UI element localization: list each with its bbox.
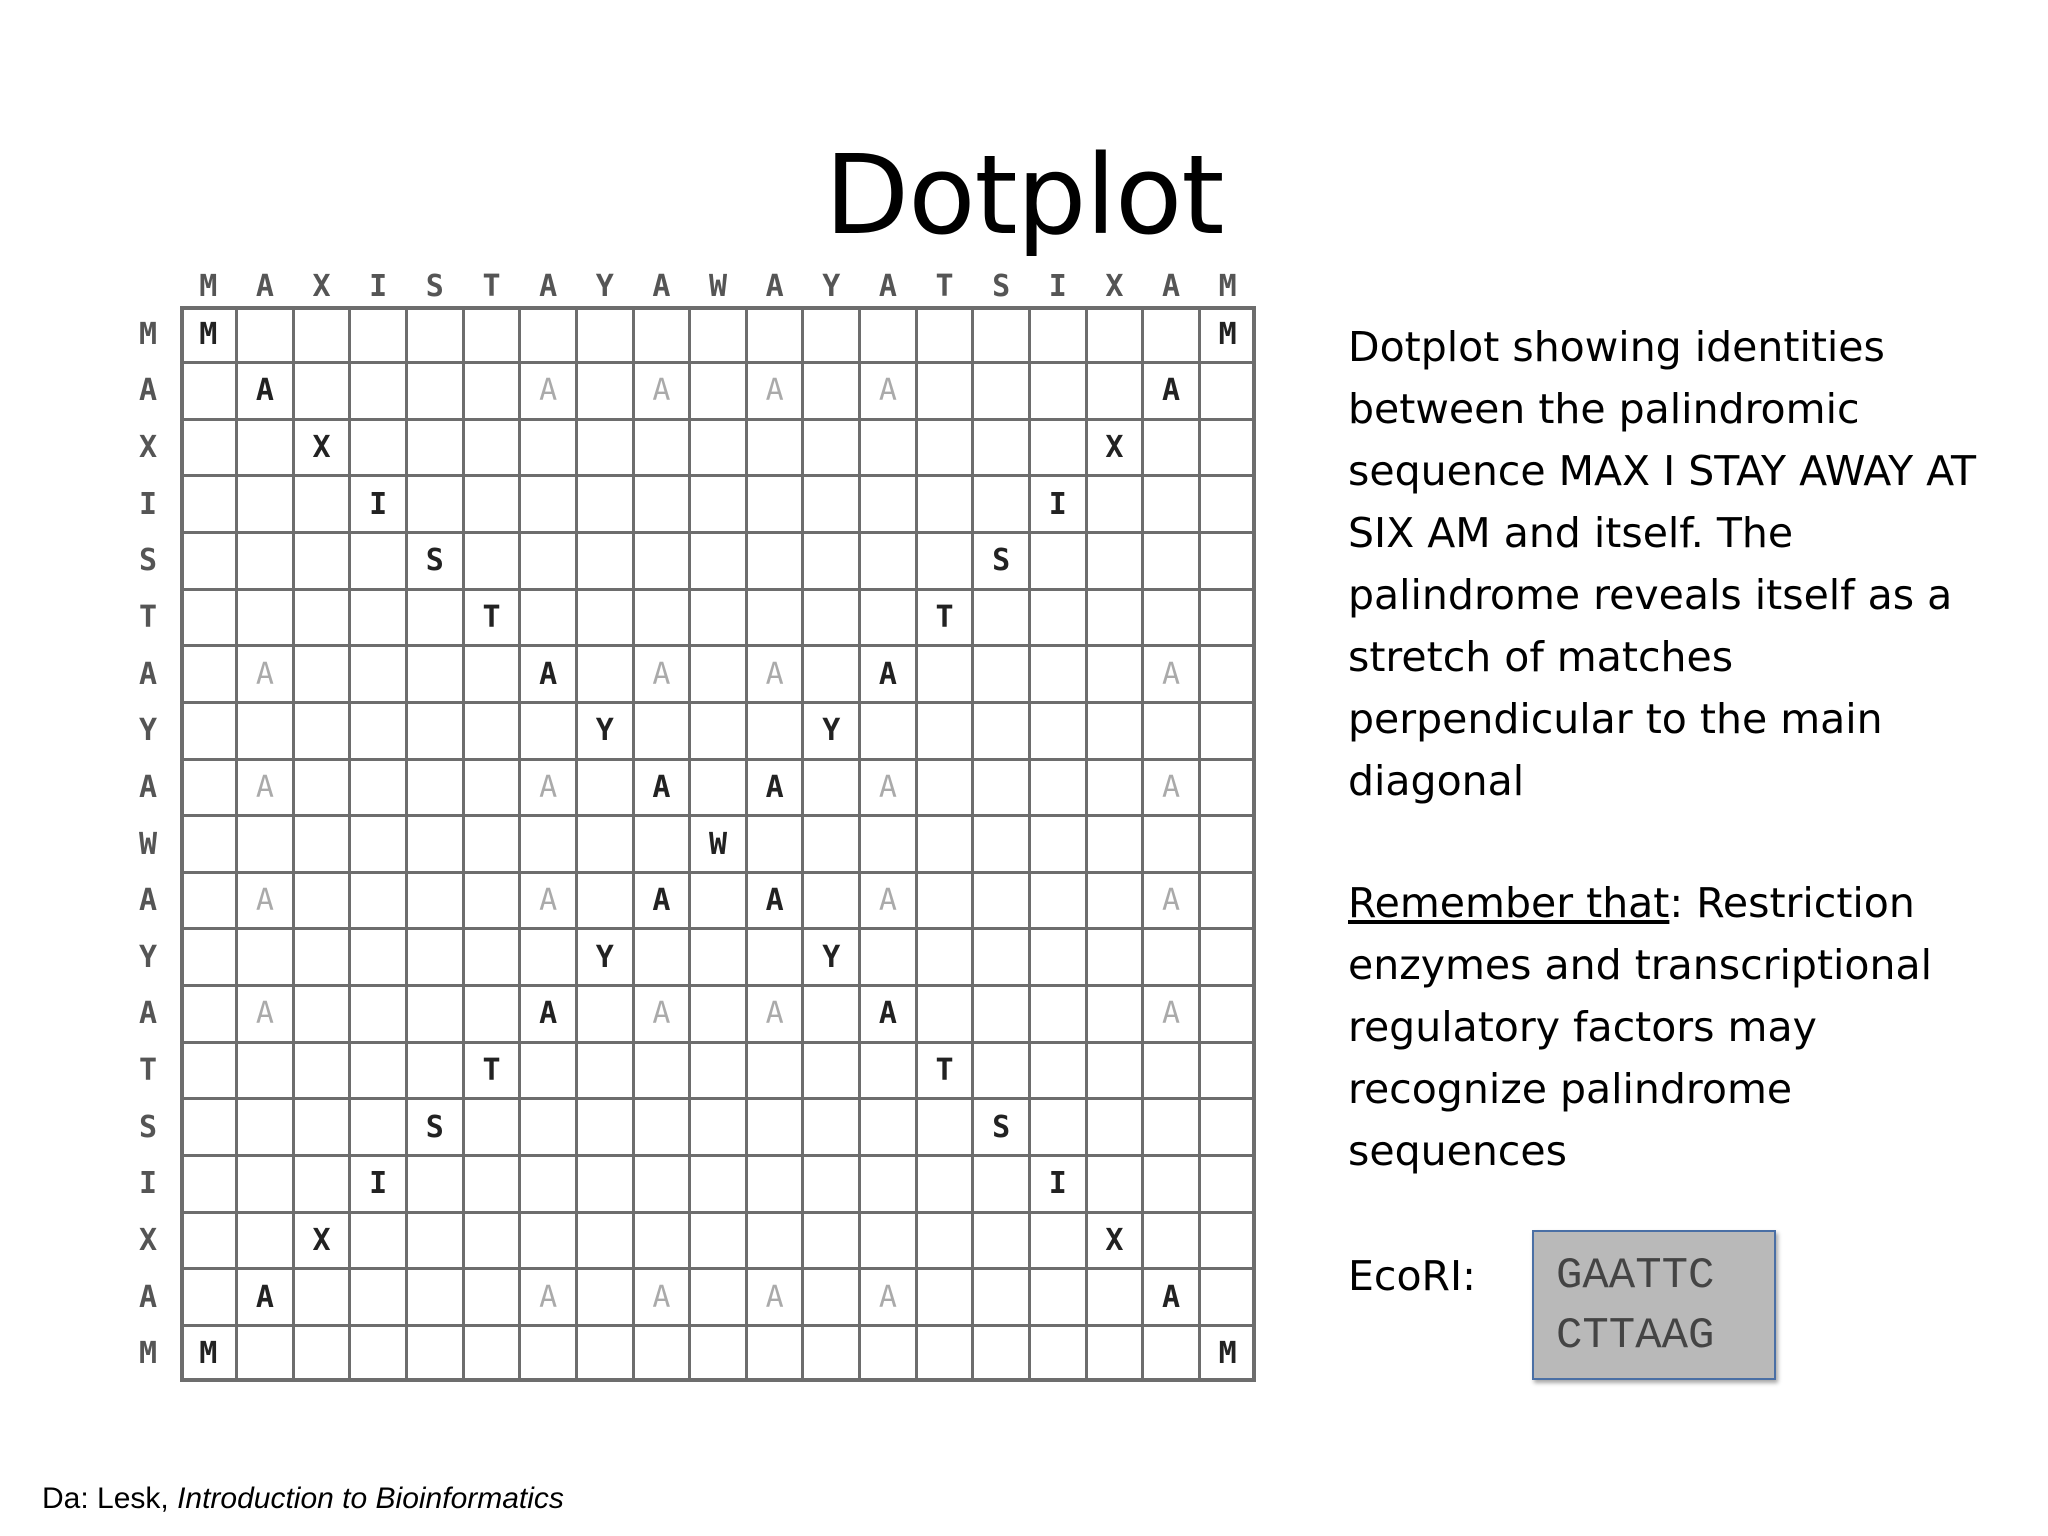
source-citation bbox=[42, 1482, 564, 1516]
grid-line bbox=[1198, 310, 1201, 1378]
match-cell: A bbox=[765, 996, 784, 1032]
match-cell-diagonal: X bbox=[1105, 430, 1124, 466]
match-cell: A bbox=[652, 373, 671, 409]
row-header: S bbox=[138, 1109, 158, 1145]
match-cell: A bbox=[765, 1279, 784, 1315]
grid-line bbox=[184, 701, 1252, 704]
column-header: T bbox=[935, 268, 954, 304]
match-cell: A bbox=[255, 769, 274, 805]
row-header: Y bbox=[138, 713, 158, 749]
column-header: W bbox=[708, 268, 728, 304]
match-cell: A bbox=[1162, 769, 1181, 805]
grid-line bbox=[971, 310, 974, 1378]
row-header: M bbox=[138, 316, 158, 352]
row-header: W bbox=[138, 826, 158, 862]
match-cell: A bbox=[652, 1279, 671, 1315]
column-header: M bbox=[199, 268, 218, 304]
row-header: Y bbox=[138, 939, 158, 975]
row-header: A bbox=[138, 883, 158, 919]
column-header: A bbox=[765, 268, 784, 304]
ecori-line-2: CTTAAG bbox=[1556, 1311, 1715, 1361]
grid-line bbox=[801, 310, 804, 1378]
match-cell-diagonal: A bbox=[652, 769, 671, 805]
grid-line bbox=[462, 310, 465, 1378]
column-header: A bbox=[255, 268, 274, 304]
slide-title: Dotplot bbox=[824, 131, 1224, 259]
description-text: Dotplot showing identities between the palindromic sequence MAX I STAY AWAY AT SIX AM and itself. The palindrome reveals itself as a stretch of matches perpendicular to the main diagonal bbox=[1348, 323, 1977, 805]
grid-line bbox=[184, 644, 1252, 647]
row-header: S bbox=[138, 543, 158, 579]
match-cell: A bbox=[539, 1279, 558, 1315]
column-header: S bbox=[992, 268, 1011, 304]
match-cell: A bbox=[878, 883, 897, 919]
grid-line bbox=[235, 310, 238, 1378]
match-cell: A bbox=[255, 656, 274, 692]
row-header: A bbox=[138, 656, 158, 692]
match-cell: A bbox=[652, 656, 671, 692]
column-header: X bbox=[1105, 268, 1124, 304]
grid-line bbox=[575, 310, 578, 1378]
row-header: A bbox=[138, 1279, 158, 1315]
match-cell-diagonal: A bbox=[765, 769, 784, 805]
match-cell: A bbox=[1162, 996, 1181, 1032]
grid-line bbox=[858, 310, 861, 1378]
row-header: I bbox=[138, 486, 158, 522]
column-header: A bbox=[652, 268, 671, 304]
grid-line bbox=[184, 1324, 1252, 1327]
match-cell-diagonal: Y bbox=[822, 713, 841, 749]
match-cell-diagonal: A bbox=[539, 656, 558, 692]
match-cell-diagonal: Y bbox=[822, 939, 841, 975]
row-header: A bbox=[138, 769, 158, 805]
match-cell: A bbox=[539, 769, 558, 805]
match-cell-diagonal: M bbox=[1218, 1336, 1237, 1372]
grid-line bbox=[1028, 310, 1031, 1378]
remember-text: : Restriction enzymes and transcriptional regulatory factors may recognize palindrome sequences bbox=[1348, 879, 1932, 1175]
column-header: Y bbox=[595, 268, 614, 304]
grid-line bbox=[184, 758, 1252, 761]
match-cell-diagonal: I bbox=[369, 486, 388, 522]
column-header: M bbox=[1218, 268, 1237, 304]
match-cell-diagonal: X bbox=[1105, 1222, 1124, 1258]
ecori-sequence-box bbox=[1532, 1230, 1776, 1380]
match-cell: A bbox=[878, 769, 897, 805]
row-header: X bbox=[138, 1222, 158, 1258]
match-cell: A bbox=[878, 1279, 897, 1315]
match-cell: A bbox=[255, 996, 274, 1032]
match-cell-diagonal: X bbox=[312, 1222, 331, 1258]
remember-note bbox=[1348, 872, 2008, 1182]
match-cell-diagonal: A bbox=[1162, 373, 1181, 409]
match-cell: A bbox=[1162, 656, 1181, 692]
match-cell-diagonal: I bbox=[1048, 1166, 1067, 1202]
grid-line bbox=[405, 310, 408, 1378]
source-title: Introduction to Bioinformatics bbox=[177, 1482, 564, 1515]
match-cell-diagonal: I bbox=[369, 1166, 388, 1202]
match-cell-diagonal: S bbox=[992, 543, 1011, 579]
match-cell-diagonal: M bbox=[1218, 316, 1237, 352]
match-cell-diagonal: A bbox=[539, 996, 558, 1032]
column-header: I bbox=[1048, 268, 1067, 304]
grid-line bbox=[184, 588, 1252, 591]
match-cell-diagonal: A bbox=[1162, 1279, 1181, 1315]
match-cell-diagonal: S bbox=[992, 1109, 1011, 1145]
match-cell-diagonal: W bbox=[708, 826, 728, 862]
column-header: X bbox=[312, 268, 331, 304]
column-header: A bbox=[539, 268, 558, 304]
match-cell-diagonal: X bbox=[312, 430, 331, 466]
match-cell-diagonal: A bbox=[765, 883, 784, 919]
column-header: S bbox=[425, 268, 444, 304]
row-header: X bbox=[138, 430, 158, 466]
match-cell-diagonal: A bbox=[652, 883, 671, 919]
ecori-label: EcoRI: bbox=[1348, 1252, 1476, 1300]
column-header: A bbox=[878, 268, 897, 304]
row-header: T bbox=[138, 599, 158, 635]
match-cell-diagonal: S bbox=[425, 543, 444, 579]
match-cell-diagonal: T bbox=[482, 599, 501, 635]
match-cell: A bbox=[539, 883, 558, 919]
grid-line bbox=[915, 310, 918, 1378]
column-header: T bbox=[482, 268, 501, 304]
ecori-line-1: GAATTC bbox=[1556, 1251, 1715, 1301]
match-cell-diagonal: T bbox=[482, 1053, 501, 1089]
match-cell-diagonal: Y bbox=[595, 713, 614, 749]
grid-line bbox=[632, 310, 635, 1378]
grid-line bbox=[184, 1097, 1252, 1100]
match-cell: A bbox=[878, 373, 897, 409]
row-header: I bbox=[138, 1166, 158, 1202]
match-cell-diagonal: A bbox=[878, 656, 897, 692]
grid-line bbox=[184, 1041, 1252, 1044]
match-cell-diagonal: A bbox=[255, 373, 274, 409]
remember-label: Remember that bbox=[1348, 879, 1670, 927]
match-cell-diagonal: Y bbox=[595, 939, 614, 975]
grid-line bbox=[184, 361, 1252, 364]
match-cell-diagonal: I bbox=[1048, 486, 1067, 522]
match-cell-diagonal: T bbox=[935, 599, 954, 635]
match-cell: A bbox=[652, 996, 671, 1032]
row-header: A bbox=[138, 373, 158, 409]
match-cell-diagonal: T bbox=[935, 1053, 954, 1089]
grid-line bbox=[184, 1154, 1252, 1157]
source-prefix: Da: Lesk, bbox=[42, 1482, 178, 1515]
match-cell-diagonal: A bbox=[878, 996, 897, 1032]
match-cell: A bbox=[255, 883, 274, 919]
column-header: I bbox=[369, 268, 388, 304]
row-header: M bbox=[138, 1336, 158, 1372]
grid-line bbox=[184, 531, 1252, 534]
match-cell-diagonal: M bbox=[199, 316, 218, 352]
row-header: T bbox=[138, 1053, 158, 1089]
match-cell-diagonal: M bbox=[199, 1336, 218, 1372]
grid-line bbox=[518, 310, 521, 1378]
match-cell: A bbox=[765, 373, 784, 409]
column-header: A bbox=[1162, 268, 1181, 304]
match-cell: A bbox=[539, 373, 558, 409]
match-cell: A bbox=[1162, 883, 1181, 919]
match-cell-diagonal: A bbox=[255, 1279, 274, 1315]
match-cell-diagonal: S bbox=[425, 1109, 444, 1145]
grid-line bbox=[184, 927, 1252, 930]
row-header: A bbox=[138, 996, 158, 1032]
match-cell: A bbox=[765, 656, 784, 692]
grid-line bbox=[184, 984, 1252, 987]
column-header: Y bbox=[822, 268, 841, 304]
